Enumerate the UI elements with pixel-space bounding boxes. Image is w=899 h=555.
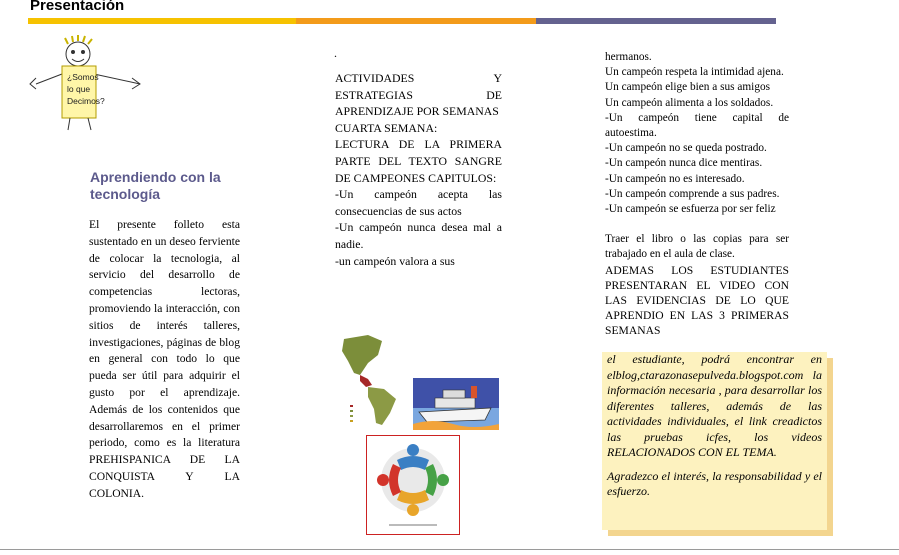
bubble-line-3: Decimos? — [67, 96, 105, 106]
intro-paragraph: El presente folleto esta sustentado en un deseo ferviente de colocar la tecnologia, al servicio del desarrollo de competencias lectoras, promoviendo la interacción, con sitios de interés talleres, investigaciones, páginas de blog en general con todo lo que pueda ser útil para adquirir el gusto por el aprendizaje. Además de los contenidos que desarrollaremos en el primer periodo, como es la literatura PREHISPANICA DE LA CONQUISTA Y LA COLONIA. — [89, 218, 240, 500]
header-bar-yellow — [28, 18, 296, 24]
bubble-line-1: ¿Somos — [67, 72, 99, 82]
teamwork-logo-image — [366, 435, 460, 535]
teamwork-icon — [367, 436, 459, 534]
activities-heading: ACTIVIDADES Y ESTRATEGIAS DE APRENDIZAJE POR SEMANAS — [335, 71, 502, 119]
book-instruction: Traer el libro o las copias para ser trabajado en el aula de clase. — [605, 233, 789, 261]
list-item: -Un campeón tiene capital de autoestima. — [605, 111, 789, 140]
list-item: -Un campeón nunca dice mentiras. — [605, 157, 763, 170]
list-item: Un campeón respeta la intimidad ajena. — [605, 66, 784, 79]
bottom-divider — [0, 549, 899, 550]
list-item: -Un campeón no se queda postrado. — [605, 142, 767, 155]
list-item: -Un campeón no es interesado. — [605, 172, 745, 185]
activities-text — [335, 70, 502, 269]
ship-image — [413, 378, 499, 430]
blog-note-box — [602, 352, 827, 530]
week-label: CUARTA SEMANA: — [335, 120, 438, 135]
chapter-item: -Un campeón acepta las consecuencias de sus actos — [335, 187, 502, 218]
list-item: -Un campeón se esfuerza por ser feliz — [605, 203, 776, 216]
americas-map-image — [338, 333, 408, 428]
header-bar-purple — [536, 18, 776, 24]
section-heading: Aprendiendo con la tecnología — [90, 169, 221, 202]
list-item: Un campeón alimenta a los soldados. — [605, 96, 774, 109]
list-item: hermanos. — [605, 51, 652, 63]
column2-dot: . — [334, 46, 337, 60]
champion-list — [605, 50, 789, 342]
chapter-item: -un campeón valora a sus — [335, 253, 455, 268]
bubble-line-2: lo que — [67, 84, 91, 94]
chapter-item: -Un campeón nunca desea mal a nadie. — [335, 220, 502, 251]
mascot-clipart — [28, 34, 148, 134]
thanks-paragraph: Agradezco el interés, la responsabilidad y el esfuerzo. — [607, 468, 822, 498]
video-instruction: ADEMAS LOS ESTUDIANTES PRESENTARAN EL VIDEO CON LAS EVIDENCIAS DE LO QUE APRENDIO EN LAS 3 PRIMERAS SEMANAS — [605, 263, 789, 338]
list-item: -Un campeón comprende a sus padres. — [605, 187, 780, 200]
reading-title: LECTURA DE LA PRIMERA PARTE DEL TEXTO SANGRE DE CAMPEONES CAPITULOS: — [335, 137, 502, 185]
list-item: Un campeón elige bien a sus amigos — [605, 81, 771, 94]
blog-note-paragraph: el estudiante, podrá encontrar en elblog,ctarazonasepulveda.blogspot.com la información necesaria , para desarrollar los diferentes talleres, además de las actividades individuales, el link creadictos las pruebas icfes, los videos RELACIONADOS CON EL TEMA. — [607, 352, 822, 459]
page-title: Presentación — [30, 0, 125, 14]
header-bar-orange — [296, 18, 536, 24]
